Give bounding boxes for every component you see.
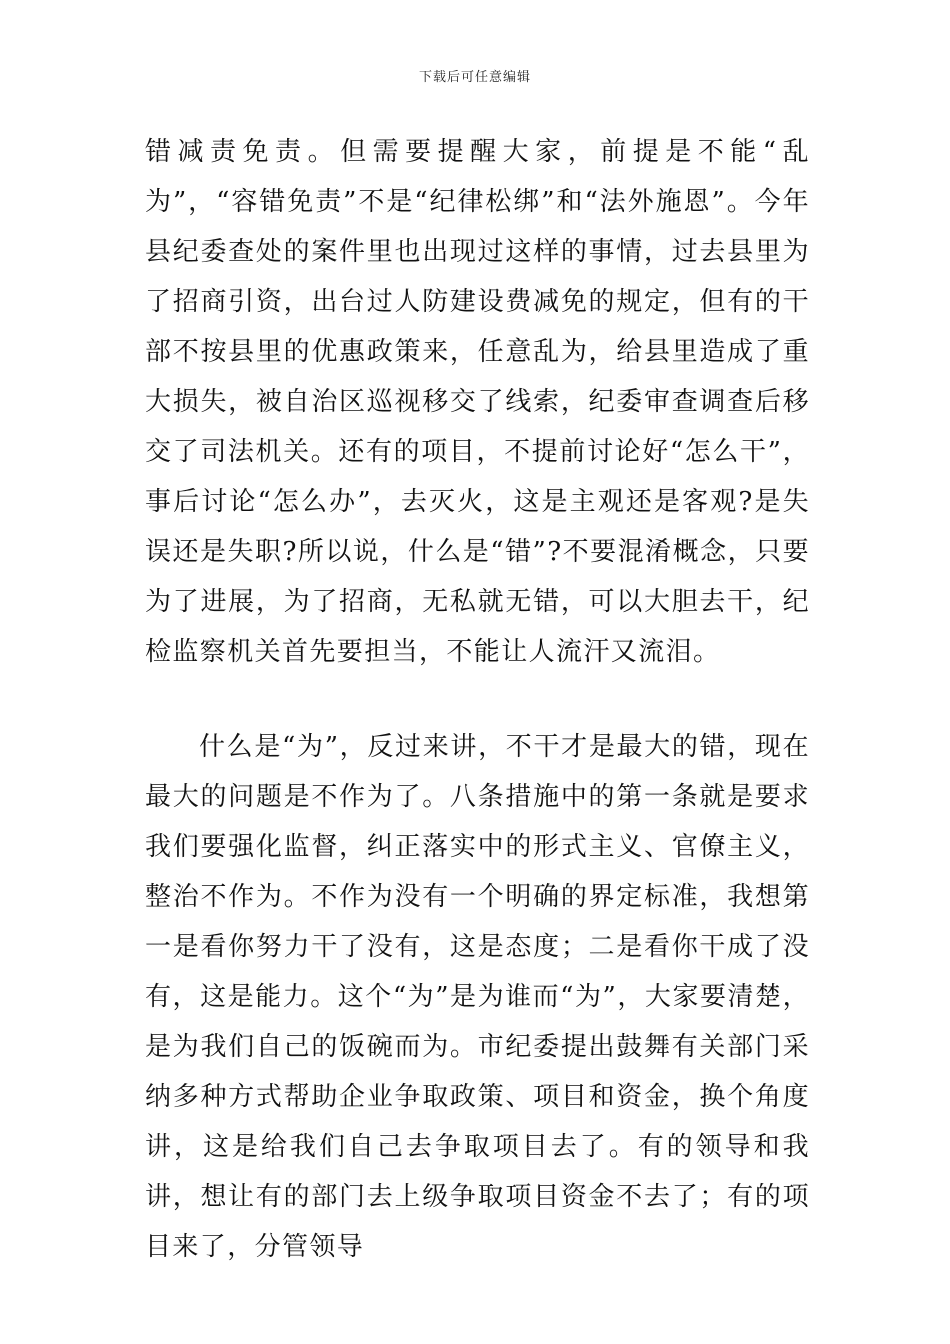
- page-header: 下载后可任意编辑: [418, 70, 531, 85]
- paragraph-2: 什么是“为”，反过来讲，不干才是最大的错，现在最大的问题是不作为了。八条措施中的第一条就是要求我们要强化监督，纠正落实中的形式主义、官僚主义，整治不作为。不作为没有一个明确的界定标准，我想第一是看你努力干了没有，这是态度；二是看你干成了没有，这是能力。这个“为”是为谁而“为”，大家要清楚，是为我们自己的饭碗而为。市纪委提出鼓舞有关部门采纳多种方式帮助企业争取政策、项目和资金，换个角度讲，这是给我们自己去争取项目去了。有的领导和我讲，想让有的部门去上级争取项目资金不去了；有的项目来了，分管领导: [145, 732, 810, 1262]
- paragraph-1: 错减责免责。但需要提醒大家，前提是不能“乱为”，“容错免责”不是“纪律松绑”和“法外施恩”。今年县纪委查处的案件里也出现过这样的事情，过去县里为了招商引资，出台过人防建设费减免的规定，但有的干部不按县里的优惠政策来，任意乱为，给县里造成了重大损失，被自治区巡视移交了线索，纪委审查调查后移交了司法机关。还有的项目，不提前讨论好“怎么干”，事后讨论“怎么办”，去灭火，这是主观还是客观?是失误还是失职?所以说，什么是“错”?不要混淆概念，只要为了进展，为了招商，无私就无错，可以大胆去干，纪检监察机关首先要担当，不能让人流汗又流泪。: [145, 137, 810, 667]
